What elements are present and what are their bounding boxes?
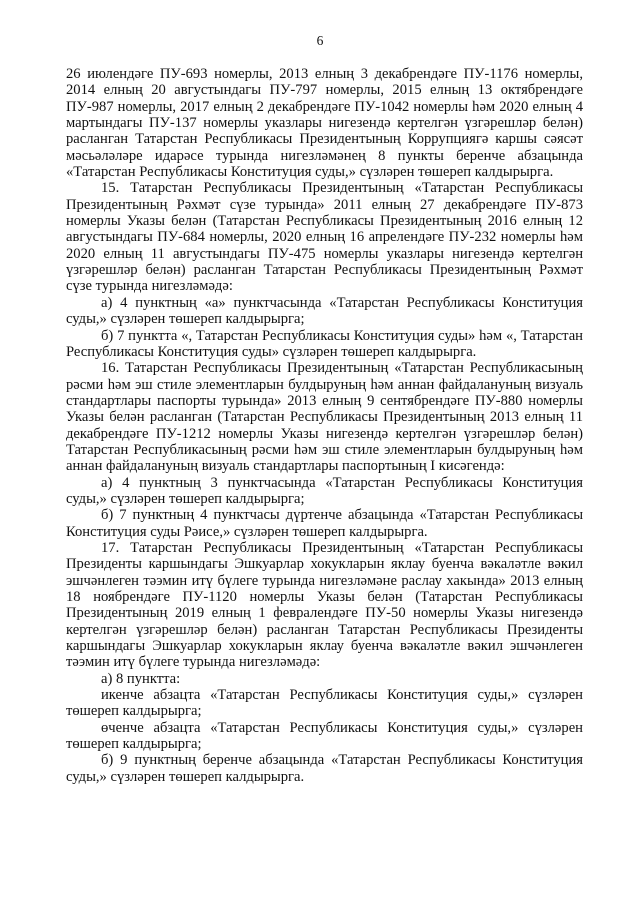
paragraph-item-15-a: а) 4 пунктның «а» пунктчасында «Татарстан Республикасы Конституция суды,» сүзләрен төшереп калдырырга; xyxy=(66,294,583,328)
paragraph-item-17: 17. Татарстан Республикасы Президентының «Татарстан Республикасы Президенты каршындагы Эшкуарлар хокукларын яклау буенча вәкаләтле вәкил эшчәнлеген тәэмин итү бүлеге турында нигезләмәне раслау хакында» 2013 елның 18 ноябрендәге ПУ-1120 номерлы Указы белән (Татарстан Республикасы Президентының 2019 елның 1 февралендәге ПУ-50 номерлы Указы нигезендә кертелгән үзгәрешләр белән) расланган Татарстан Республикасы Президенты каршындагы Эшкуарлар хокукларын яклау буенча вәкаләтле вәкил эшчәнлеген тәэмин итү бүлеге турында нигезләмәдә: xyxy=(66,539,583,671)
paragraph-item-17-a-second: икенче абзацта «Татарстан Республикасы Конституция суды,» сүзләрен төшереп калдырырга; xyxy=(66,687,583,720)
document-body xyxy=(66,66,583,785)
paragraph-item-16-a: а) 4 пунктның 3 пунктчасында «Татарстан Республикасы Конституция суды,» сүзләрен төшереп калдырырга; xyxy=(66,474,583,507)
paragraph-item-17-a-third: өченче абзацта «Татарстан Республикасы Конституция суды,» сүзләрен төшереп калдырырга; xyxy=(66,719,583,753)
paragraph-item-16-b: б) 7 пунктның 4 пунктчасы дүртенче абзацында «Татарстан Республикасы Конституция суды Рәисе,» сүзләрен төшереп калдырырга. xyxy=(66,507,583,540)
paragraph-item-17-b: б) 9 пунктның беренче абзацында «Татарстан Республикасы Конституция суды,» сүзләрен төшереп калдырырга. xyxy=(66,752,583,785)
paragraph-item-16: 16. Татарстан Республикасы Президентының «Татарстан Республикасының рәсми һәм эш стиле элементларын булдыруның һәм аннан файдалануның визуаль стандартлары паспорты турында» 2013 елның 9 сентябрендәге ПУ-880 номерлы Указы белән расланган (Татарстан Республикасы Президентының 2013 елның 11 декабрендәге ПУ-1212 номерлы Указы нигезендә кертелгән үзгәрешләр белән) Татарстан Республикасының рәсми һәм эш стиле элементларын булдыруның һәм аннан файдалануның визуаль стандартлары паспортының I кисәгендә: xyxy=(66,360,583,475)
paragraph-item-17-a: а) 8 пунктта: xyxy=(101,670,181,687)
paragraph-continuation: 26 июлендәге ПУ-693 номерлы, 2013 елның 3 декабрендәге ПУ-1176 номерлы, 2014 елның 20 августындагы ПУ-797 номерлы, 2015 елның 13 октябрендәге ПУ-987 номерлы, 2017 елның 2 декабрендәге ПУ-1042 номерлы һәм 2020 елның 4 мартындагы ПУ-137 номерлы указлары нигезендә кертелгән үзгәрешләр белән) расланган Татарстан Республикасы Президентының Коррупциягә каршы сәясәт мәсьәләләре идарәсе турында нигезләмәнең 8 пункты беренче абзацында «Татарстан Республикасы Конституция суды,» сүзләрен төшереп калдырырга. xyxy=(66,66,583,181)
page-number: 6 xyxy=(316,33,324,48)
paragraph-item-15: 15. Татарстан Республикасы Президентының «Татарстан Республикасы Президентының Рәхмәт сүзе турында» 2011 елның 27 декабрендәге ПУ-873 номерлы Указы белән (Татарстан Республикасы Президентының 2016 елның 12 августындагы ПУ-684 номерлы, 2020 елның 16 апрелендәге ПУ-232 номерлы һәм 2020 елның 11 августындагы ПУ-475 номерлы указлары нигезендә кертелгән үзгәрешләр белән) расланган Татарстан Республикасы Президентының Рәхмәт сүзе турында нигезләмәдә: xyxy=(66,180,583,295)
paragraph-item-15-b: б) 7 пунктта «, Татарстан Республикасы Конституция суды» һәм «, Татарстан Республикасы Конституция суды» сүзләрен төшереп калдырырга. xyxy=(66,327,583,360)
